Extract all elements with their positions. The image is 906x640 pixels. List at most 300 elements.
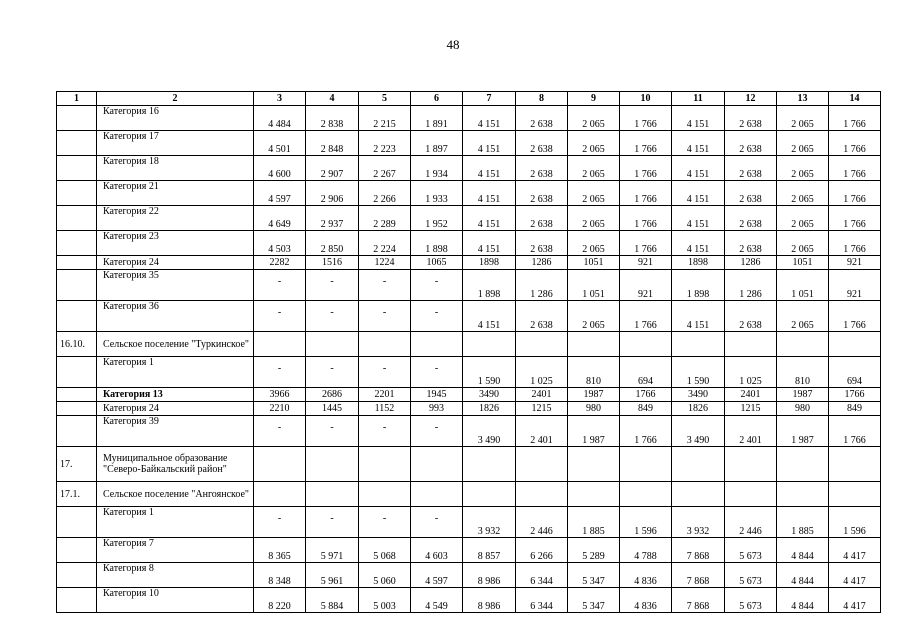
row-name: Категория 24 — [97, 256, 254, 270]
value-cell: 921 — [620, 270, 672, 301]
value-cell: 3 932 — [463, 507, 516, 538]
value-cell: - — [359, 270, 411, 301]
value-cell: 4 151 — [463, 181, 516, 206]
value-cell: 1 766 — [620, 231, 672, 256]
value-cell: 1 766 — [829, 181, 881, 206]
value-cell: 1 891 — [411, 106, 463, 131]
value-cell: 921 — [620, 256, 672, 270]
value-cell: 5 347 — [568, 588, 620, 613]
value-cell: 1445 — [306, 402, 359, 416]
table-row — [57, 402, 881, 416]
value-cell: 2 065 — [777, 206, 829, 231]
value-cell — [777, 482, 829, 507]
value-cell: 1 766 — [620, 106, 672, 131]
value-cell: 8 986 — [463, 588, 516, 613]
value-cell: 1215 — [516, 402, 568, 416]
value-cell: 810 — [568, 357, 620, 388]
table-row — [57, 388, 881, 402]
value-cell: 2 065 — [568, 106, 620, 131]
value-cell: 1 286 — [725, 270, 777, 301]
value-cell: 2 850 — [306, 231, 359, 256]
value-cell: 4 151 — [463, 156, 516, 181]
value-cell: 1 025 — [516, 357, 568, 388]
row-name: Категория 24 — [97, 402, 254, 416]
value-cell: 2 446 — [516, 507, 568, 538]
value-cell — [411, 447, 463, 482]
value-cell — [672, 482, 725, 507]
value-cell: 2 906 — [306, 181, 359, 206]
row-name: Категория 18 — [97, 156, 254, 181]
header-cell: 10 — [620, 92, 672, 106]
value-cell: - — [306, 301, 359, 332]
row-number — [57, 156, 97, 181]
value-cell: 2201 — [359, 388, 411, 402]
value-cell: 4 417 — [829, 563, 881, 588]
value-cell: 4 417 — [829, 538, 881, 563]
row-name: Категория 22 — [97, 206, 254, 231]
row-number — [57, 588, 97, 613]
value-cell: - — [306, 416, 359, 447]
value-cell: 4 151 — [672, 206, 725, 231]
header-cell: 2 — [97, 92, 254, 106]
header-cell: 1 — [57, 92, 97, 106]
value-cell: 1 596 — [620, 507, 672, 538]
value-cell — [777, 447, 829, 482]
value-cell: 1 898 — [463, 270, 516, 301]
value-cell: 4 788 — [620, 538, 672, 563]
value-cell: 2 638 — [516, 181, 568, 206]
value-cell: 1987 — [777, 388, 829, 402]
value-cell: - — [254, 507, 306, 538]
value-cell: 2 289 — [359, 206, 411, 231]
table-row — [57, 206, 881, 231]
value-cell: 2 638 — [725, 156, 777, 181]
value-cell: 1152 — [359, 402, 411, 416]
value-cell — [568, 447, 620, 482]
table-row — [57, 507, 881, 538]
value-cell: 4 836 — [620, 563, 672, 588]
value-cell: 4 484 — [254, 106, 306, 131]
value-cell — [359, 482, 411, 507]
value-cell: 1516 — [306, 256, 359, 270]
value-cell — [254, 447, 306, 482]
table-row — [57, 156, 881, 181]
value-cell: 2 838 — [306, 106, 359, 131]
value-cell: 2 937 — [306, 206, 359, 231]
table-row — [57, 106, 881, 131]
value-cell — [411, 482, 463, 507]
value-cell: 2 065 — [777, 181, 829, 206]
value-cell — [516, 332, 568, 357]
value-cell: 2210 — [254, 402, 306, 416]
value-cell: 1 766 — [829, 206, 881, 231]
value-cell: 2 267 — [359, 156, 411, 181]
value-cell: 980 — [777, 402, 829, 416]
row-name: Категория 8 — [97, 563, 254, 588]
value-cell: 1 766 — [620, 131, 672, 156]
value-cell: 1 987 — [777, 416, 829, 447]
row-number — [57, 206, 97, 231]
value-cell: 5 884 — [306, 588, 359, 613]
value-cell: - — [359, 416, 411, 447]
value-cell: 921 — [829, 270, 881, 301]
row-name: Категория 16 — [97, 106, 254, 131]
table-row — [57, 482, 881, 507]
value-cell: - — [306, 270, 359, 301]
value-cell — [568, 482, 620, 507]
row-name: Категория 7 — [97, 538, 254, 563]
value-cell: 1 766 — [620, 156, 672, 181]
value-cell: - — [306, 357, 359, 388]
table-row — [57, 447, 881, 482]
table-row — [57, 301, 881, 332]
value-cell: 1 898 — [411, 231, 463, 256]
value-cell: 1 885 — [777, 507, 829, 538]
value-cell: 694 — [829, 357, 881, 388]
row-number — [57, 416, 97, 447]
value-cell: 1 766 — [620, 181, 672, 206]
value-cell — [359, 332, 411, 357]
table-row — [57, 231, 881, 256]
value-cell: 2 638 — [725, 301, 777, 332]
value-cell: 5 971 — [306, 538, 359, 563]
table-row — [57, 563, 881, 588]
value-cell: - — [254, 301, 306, 332]
value-cell: 4 600 — [254, 156, 306, 181]
value-cell: 3 490 — [463, 416, 516, 447]
value-cell: 1 025 — [725, 357, 777, 388]
value-cell: 2 638 — [516, 106, 568, 131]
value-cell: 5 673 — [725, 563, 777, 588]
row-name: Категория 1 — [97, 507, 254, 538]
value-cell: 2 401 — [516, 416, 568, 447]
value-cell: 1286 — [725, 256, 777, 270]
row-name: Сельское поселение "Туркинское" — [97, 332, 254, 357]
value-cell: 2 638 — [516, 131, 568, 156]
value-cell — [829, 332, 881, 357]
row-number: 17. — [57, 447, 97, 482]
table-row — [57, 357, 881, 388]
value-cell — [620, 447, 672, 482]
value-cell — [463, 332, 516, 357]
value-cell: 2 065 — [568, 301, 620, 332]
value-cell: 2 638 — [725, 131, 777, 156]
value-cell: 1826 — [463, 402, 516, 416]
value-cell: 2282 — [254, 256, 306, 270]
value-cell: 1051 — [568, 256, 620, 270]
value-cell: 980 — [568, 402, 620, 416]
header-cell: 8 — [516, 92, 568, 106]
value-cell: 5 673 — [725, 588, 777, 613]
value-cell: 2 065 — [568, 131, 620, 156]
value-cell: 1 590 — [672, 357, 725, 388]
value-cell — [620, 332, 672, 357]
table-row — [57, 332, 881, 357]
value-cell: 4 151 — [672, 301, 725, 332]
value-cell: 1 766 — [620, 301, 672, 332]
value-cell — [672, 447, 725, 482]
value-cell — [725, 482, 777, 507]
value-cell: 849 — [620, 402, 672, 416]
row-number — [57, 256, 97, 270]
value-cell: 2 848 — [306, 131, 359, 156]
value-cell: 5 673 — [725, 538, 777, 563]
value-cell: 4 151 — [672, 131, 725, 156]
row-number — [57, 388, 97, 402]
header-cell: 11 — [672, 92, 725, 106]
value-cell: 3 932 — [672, 507, 725, 538]
header-cell: 9 — [568, 92, 620, 106]
row-name: Категория 35 — [97, 270, 254, 301]
row-number: 16.10. — [57, 332, 97, 357]
value-cell: 5 961 — [306, 563, 359, 588]
value-cell — [411, 332, 463, 357]
value-cell: 2 266 — [359, 181, 411, 206]
value-cell: - — [359, 301, 411, 332]
header-cell: 12 — [725, 92, 777, 106]
header-cell: 4 — [306, 92, 359, 106]
value-cell: 5 289 — [568, 538, 620, 563]
value-cell: 1987 — [568, 388, 620, 402]
value-cell: 1051 — [777, 256, 829, 270]
value-cell: 1 051 — [568, 270, 620, 301]
value-cell: 7 868 — [672, 588, 725, 613]
value-cell: 7 868 — [672, 563, 725, 588]
value-cell: 2 446 — [725, 507, 777, 538]
value-cell: 2 907 — [306, 156, 359, 181]
value-cell: 1 766 — [829, 131, 881, 156]
value-cell: 4 603 — [411, 538, 463, 563]
value-cell: 1 766 — [829, 416, 881, 447]
value-cell: 4 151 — [672, 231, 725, 256]
value-cell: - — [254, 416, 306, 447]
value-cell: 8 348 — [254, 563, 306, 588]
row-name: Категория 13 — [97, 388, 254, 402]
row-number — [57, 563, 97, 588]
value-cell: 1 885 — [568, 507, 620, 538]
value-cell: 2686 — [306, 388, 359, 402]
value-cell: 5 347 — [568, 563, 620, 588]
value-cell: 2 065 — [568, 206, 620, 231]
row-name: Категория 1 — [97, 357, 254, 388]
value-cell — [568, 332, 620, 357]
row-name: Муниципальное образование "Северо-Байкальский район" — [97, 447, 254, 482]
row-name: Категория 21 — [97, 181, 254, 206]
value-cell: 1 898 — [672, 270, 725, 301]
value-cell: 2 638 — [516, 231, 568, 256]
value-cell — [725, 447, 777, 482]
value-cell: 4 649 — [254, 206, 306, 231]
value-cell: 1 933 — [411, 181, 463, 206]
row-number — [57, 231, 97, 256]
row-number — [57, 270, 97, 301]
value-cell: 8 365 — [254, 538, 306, 563]
row-name: Категория 17 — [97, 131, 254, 156]
value-cell — [463, 482, 516, 507]
value-cell: 1224 — [359, 256, 411, 270]
row-number — [57, 357, 97, 388]
value-cell: - — [254, 270, 306, 301]
value-cell: 1826 — [672, 402, 725, 416]
value-cell: 4 151 — [672, 181, 725, 206]
value-cell: 4 151 — [672, 106, 725, 131]
value-cell: 2 223 — [359, 131, 411, 156]
header-cell: 6 — [411, 92, 463, 106]
value-cell — [254, 332, 306, 357]
value-cell — [463, 447, 516, 482]
value-cell: 7 868 — [672, 538, 725, 563]
value-cell: 2 065 — [777, 156, 829, 181]
value-cell: 6 344 — [516, 588, 568, 613]
value-cell: 1766 — [620, 388, 672, 402]
value-cell: - — [254, 357, 306, 388]
value-cell: 2401 — [516, 388, 568, 402]
value-cell: - — [411, 507, 463, 538]
value-cell: 1 766 — [829, 106, 881, 131]
table-row — [57, 588, 881, 613]
value-cell: 1 590 — [463, 357, 516, 388]
row-name: Категория 36 — [97, 301, 254, 332]
value-cell: 810 — [777, 357, 829, 388]
value-cell: 1 766 — [829, 231, 881, 256]
value-cell: - — [411, 357, 463, 388]
value-cell: 2 065 — [568, 156, 620, 181]
value-cell: 4 844 — [777, 588, 829, 613]
value-cell: 1945 — [411, 388, 463, 402]
value-cell: 4 151 — [463, 301, 516, 332]
value-cell: 1 051 — [777, 270, 829, 301]
value-cell — [829, 482, 881, 507]
header-cell: 14 — [829, 92, 881, 106]
value-cell — [306, 482, 359, 507]
value-cell: 4 417 — [829, 588, 881, 613]
value-cell: 694 — [620, 357, 672, 388]
value-cell — [777, 332, 829, 357]
value-cell: 4 549 — [411, 588, 463, 613]
row-name: Сельское поселение "Ангоянское" — [97, 482, 254, 507]
value-cell: 849 — [829, 402, 881, 416]
value-cell: 4 501 — [254, 131, 306, 156]
table-row — [57, 131, 881, 156]
value-cell: 8 986 — [463, 563, 516, 588]
value-cell: 3490 — [463, 388, 516, 402]
value-cell: 2 638 — [725, 106, 777, 131]
value-cell: - — [306, 507, 359, 538]
row-number — [57, 538, 97, 563]
value-cell: 1766 — [829, 388, 881, 402]
value-cell: 8 220 — [254, 588, 306, 613]
value-cell — [516, 447, 568, 482]
value-cell: 1065 — [411, 256, 463, 270]
table-row — [57, 538, 881, 563]
value-cell: 4 151 — [672, 156, 725, 181]
tariff-table — [56, 91, 881, 613]
value-cell: 3966 — [254, 388, 306, 402]
header-cell: 13 — [777, 92, 829, 106]
value-cell — [359, 447, 411, 482]
value-cell — [516, 482, 568, 507]
value-cell: 1286 — [516, 256, 568, 270]
value-cell: 4 844 — [777, 538, 829, 563]
value-cell: 1 987 — [568, 416, 620, 447]
row-number — [57, 507, 97, 538]
row-number — [57, 131, 97, 156]
value-cell: 1 897 — [411, 131, 463, 156]
row-number — [57, 181, 97, 206]
value-cell: 4 503 — [254, 231, 306, 256]
value-cell: 1 766 — [620, 416, 672, 447]
table-row — [57, 416, 881, 447]
value-cell: 8 857 — [463, 538, 516, 563]
value-cell: 4 151 — [463, 231, 516, 256]
value-cell: - — [411, 270, 463, 301]
value-cell: 4 836 — [620, 588, 672, 613]
header-cell: 7 — [463, 92, 516, 106]
value-cell: 1 596 — [829, 507, 881, 538]
value-cell: 6 344 — [516, 563, 568, 588]
header-row — [57, 92, 881, 106]
value-cell: - — [411, 301, 463, 332]
value-cell: 1 934 — [411, 156, 463, 181]
value-cell: - — [359, 357, 411, 388]
value-cell: 1215 — [725, 402, 777, 416]
header-cell: 3 — [254, 92, 306, 106]
value-cell: - — [411, 416, 463, 447]
table-row — [57, 181, 881, 206]
value-cell: 1 766 — [829, 301, 881, 332]
value-cell: 2 638 — [725, 231, 777, 256]
value-cell: 5 003 — [359, 588, 411, 613]
value-cell: 2 215 — [359, 106, 411, 131]
value-cell: 993 — [411, 402, 463, 416]
value-cell — [306, 332, 359, 357]
value-cell: 4 151 — [463, 206, 516, 231]
value-cell: 2 065 — [777, 231, 829, 256]
table-row — [57, 256, 881, 270]
value-cell — [829, 447, 881, 482]
row-number: 17.1. — [57, 482, 97, 507]
value-cell: 1 952 — [411, 206, 463, 231]
value-cell: 5 068 — [359, 538, 411, 563]
row-name: Категория 39 — [97, 416, 254, 447]
value-cell: 2 065 — [777, 106, 829, 131]
value-cell: 3 490 — [672, 416, 725, 447]
page-number: 48 — [446, 37, 460, 52]
value-cell: 4 151 — [463, 106, 516, 131]
value-cell — [254, 482, 306, 507]
value-cell: 6 266 — [516, 538, 568, 563]
value-cell: 2 065 — [568, 231, 620, 256]
value-cell: 2 638 — [516, 206, 568, 231]
value-cell: 5 060 — [359, 563, 411, 588]
value-cell: 1 766 — [829, 156, 881, 181]
value-cell: 1898 — [672, 256, 725, 270]
value-cell: 2 065 — [777, 131, 829, 156]
value-cell: 2401 — [725, 388, 777, 402]
row-number — [57, 106, 97, 131]
value-cell: 4 597 — [411, 563, 463, 588]
value-cell: 4 151 — [463, 131, 516, 156]
row-name: Категория 10 — [97, 588, 254, 613]
header-cell: 5 — [359, 92, 411, 106]
value-cell — [725, 332, 777, 357]
value-cell: 4 844 — [777, 563, 829, 588]
value-cell: - — [359, 507, 411, 538]
value-cell: 2 224 — [359, 231, 411, 256]
value-cell: 4 597 — [254, 181, 306, 206]
value-cell: 2 065 — [568, 181, 620, 206]
value-cell — [620, 482, 672, 507]
